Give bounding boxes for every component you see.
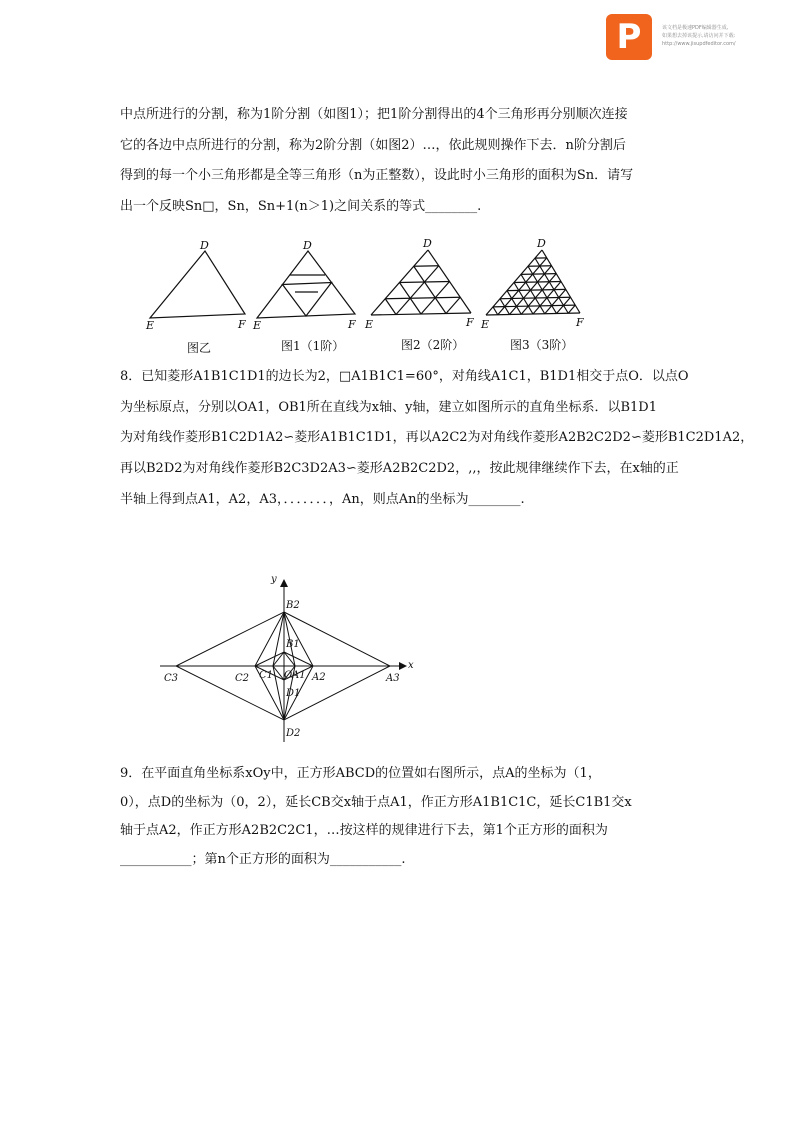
grid-line bbox=[414, 266, 446, 313]
triangle-order-1 bbox=[257, 251, 355, 318]
text-line: 再以B2D2为对角线作菱形B2C3D2A3∽菱形A2B2C2D2，,,，按此规律继续作下去，在x轴的正 bbox=[120, 461, 679, 477]
grid-line bbox=[414, 266, 439, 267]
grid-line bbox=[521, 274, 556, 275]
text-line: 半轴上得到点A1，A2，A3，．．．．．．．，An，则点An的坐标为________. bbox=[120, 491, 525, 507]
figure-caption: 图1（1阶） bbox=[281, 339, 345, 353]
text-line: 0），点D的坐标为（0，2），延长CB交x轴于点A1，作正方形A1B1C1C，延长C1B1交x bbox=[120, 794, 632, 810]
triangle-plain bbox=[150, 251, 245, 318]
vertex-label-f: F bbox=[466, 316, 474, 329]
watermark-note: 该文档是极速PDF编辑器生成, 如果想去掉该提示,请访问并下载: http://www.jisupdfeditor.com/ bbox=[662, 25, 736, 47]
problem-9-text bbox=[120, 760, 680, 874]
vertex-label-d: D bbox=[423, 237, 432, 250]
vertex-label-f: F bbox=[238, 318, 246, 331]
grid-line bbox=[446, 297, 460, 313]
point-label-a2: A2 bbox=[312, 672, 326, 683]
triangle-order-2 bbox=[371, 250, 471, 315]
point-label-a1: A1 bbox=[292, 670, 306, 681]
text-line: 得到的每一个小三角形都是全等三角形（n为正整数），设此时小三角形的面积为Sn．请写 bbox=[120, 168, 634, 183]
point-label-c3: C3 bbox=[164, 673, 179, 684]
vertex-label-f: F bbox=[348, 318, 356, 331]
point-label-d2: D2 bbox=[286, 728, 301, 739]
grid-line bbox=[396, 266, 439, 315]
point-label-b2: B2 bbox=[286, 600, 300, 611]
figure-caption: 图3（3阶） bbox=[510, 338, 574, 352]
grid-line bbox=[385, 299, 396, 315]
vertex-label-e: E bbox=[481, 318, 490, 331]
point-label-d1: D1 bbox=[286, 688, 301, 699]
text-line: 9．在平面直角坐标系xOy中，正方形ABCD的位置如右图所示，点A的坐标为（1， bbox=[120, 766, 601, 781]
axis-label-y: y bbox=[271, 574, 277, 585]
triangle-order-3 bbox=[486, 250, 580, 315]
vertex-label-d: D bbox=[303, 239, 312, 252]
pdf-editor-logo-icon bbox=[606, 14, 652, 60]
grid-line bbox=[568, 305, 575, 313]
text-line: 中点所进行的分割，称为1阶分割（如图1）；把1阶分割得出的4个三角形再分别顺次连接 bbox=[120, 107, 628, 122]
point-label-c2: C2 bbox=[235, 673, 250, 684]
grid-line bbox=[493, 307, 498, 315]
text-line: 为坐标原点，分别以OA1，OB1所在直线为x轴、y轴，建立如图所示的直角坐标系．以B1D1 bbox=[120, 399, 657, 415]
problem-7-text bbox=[120, 100, 680, 222]
axis-label-x: x bbox=[408, 660, 414, 671]
grid-line bbox=[545, 289, 566, 313]
vertex-label-d: D bbox=[200, 239, 209, 252]
vertex-label-e: E bbox=[146, 319, 155, 332]
text-line: 轴于点A2，作正方形A2B2C2C1，…按这样的规律进行下去，第1个正方形的面积为 bbox=[120, 823, 608, 838]
problem-8-text bbox=[120, 362, 754, 516]
text-line: 为对角线作菱形B1C2D1A2∽菱形A1B1C1D1，再以A2C2为对角线作菱形A2B2C2D2∽菱形B1C2D1A2， bbox=[120, 430, 754, 446]
vertex-label-d: D bbox=[537, 237, 546, 250]
text-line: 出一个反映Sn□，Sn，Sn+1(n＞1)之间关系的等式________. bbox=[120, 198, 482, 214]
vertex-label-e: E bbox=[253, 319, 262, 332]
figure-caption: 图2（2阶） bbox=[401, 338, 465, 352]
vertex-label-e: E bbox=[365, 318, 374, 331]
grid-line bbox=[507, 289, 566, 290]
text-line: 它的各边中点所进行的分割，称为2阶分割（如图2）…，依此规则操作下去．n阶分割后 bbox=[120, 137, 626, 153]
point-label-c1: C1 bbox=[259, 670, 274, 681]
vertex-label-f: F bbox=[576, 316, 584, 329]
text-line: 8．已知菱形A1B1C1D1的边长为2，□A1B1C1=60°，对角线A1C1，B1D1相交于点O．以点O bbox=[120, 369, 689, 384]
grid-line bbox=[521, 274, 545, 313]
grid-line bbox=[385, 297, 460, 299]
triangle-figures bbox=[140, 232, 590, 358]
point-label-b1: B1 bbox=[286, 639, 300, 650]
point-label-o: O bbox=[284, 670, 293, 681]
point-label-a3: A3 bbox=[386, 673, 400, 684]
logo-glyph: P bbox=[616, 17, 642, 57]
figure-caption: 图乙 bbox=[187, 341, 212, 355]
rhombus-diagram bbox=[150, 570, 430, 745]
text-line: ___________；第n个正方形的面积为___________. bbox=[120, 851, 406, 867]
